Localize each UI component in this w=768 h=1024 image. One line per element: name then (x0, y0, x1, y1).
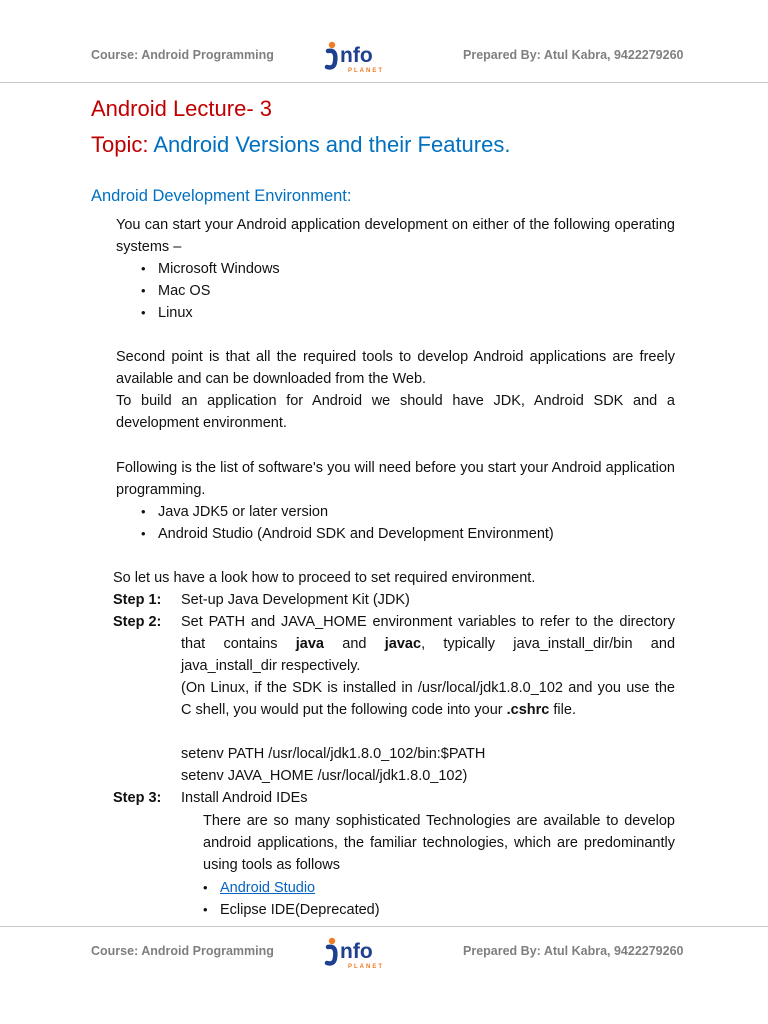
list-item: • Linux (141, 302, 280, 324)
build-paragraph: To build an application for Android we should have JDK, Android SDK and a development environment. (116, 393, 675, 431)
logo-text: nfo (340, 44, 373, 67)
topic-value: Android Versions and their Features. (153, 132, 511, 157)
software-paragraph: Following is the list of software's you will need before you start your Android application programming. (116, 460, 675, 498)
topic-label: Topic: (91, 132, 154, 157)
footer-rule (0, 926, 768, 927)
java-keyword: java (295, 636, 324, 652)
info-planet-logo (323, 932, 393, 972)
ide-list (203, 877, 380, 921)
software-list (141, 501, 554, 545)
step2-code-path: setenv PATH /usr/local/jdk1.8.0_102/bin:$PATH (181, 746, 486, 762)
info-planet-logo (323, 36, 393, 76)
footer-course: Course: Android Programming (91, 944, 274, 958)
list-item (203, 877, 380, 899)
list-item: • Mac OS (141, 280, 280, 302)
step2-linux-note: (On Linux, if the SDK is installed in /usr/local/jdk1.8.0_102 and you use the C shell, you would put the following code into your .cshrc file. (181, 680, 675, 718)
page-footer (0, 932, 768, 972)
step2-code-javahome: setenv JAVA_HOME /usr/local/jdk1.8.0_102) (181, 768, 468, 784)
step1-label: Step 1: (113, 592, 162, 608)
footer-author: Prepared By: Atul Kabra, 9422279260 (463, 944, 684, 958)
header-author: Prepared By: Atul Kabra, 9422279260 (463, 48, 684, 62)
logo-subtext: PLANET (348, 964, 384, 970)
list-item: • Microsoft Windows (141, 258, 280, 280)
step3-text: Install Android IDEs (181, 790, 308, 806)
list-item: • Android Studio (Android SDK and Development Environment) (141, 523, 554, 545)
header-course: Course: Android Programming (91, 48, 274, 62)
page-header (0, 36, 768, 76)
header-rule (0, 82, 768, 83)
intro-paragraph: You can start your Android application development on either of the following operating systems – (116, 217, 675, 255)
os-list (141, 258, 280, 324)
step2-label: Step 2: (113, 614, 162, 630)
android-studio-link[interactable]: Android Studio (220, 880, 316, 896)
cshrc-keyword: .cshrc (506, 702, 550, 718)
logo-text: nfo (340, 940, 373, 963)
logo-subtext: PLANET (348, 68, 384, 74)
step3-label: Step 3: (113, 790, 162, 806)
list-item: • Java JDK5 or later version (141, 501, 554, 523)
section-heading: Android Development Environment: (91, 187, 352, 205)
tools-paragraph: Second point is that all the required tools to develop Android applications are freely available and can be downloaded from the Web. (116, 349, 675, 387)
lecture-title: Android Lecture- 3 (91, 96, 272, 121)
javac-keyword: javac (384, 636, 422, 652)
proceed-text: So let us have a look how to proceed to set required environment. (113, 570, 536, 586)
step2-text: Set PATH and JAVA_HOME environment variables to refer to the directory that contains java and javac, typically java_install_dir/bin and java_install_dir respectively. (181, 614, 676, 674)
topic-title (91, 132, 510, 158)
step1-text: Set-up Java Development Kit (JDK) (181, 592, 410, 608)
list-item: • Eclipse IDE(Deprecated) (203, 899, 380, 921)
step3-description: There are so many sophisticated Technologies are available to develop android applications, the familiar technologies, which are predominantly using tools as follows (203, 813, 675, 873)
